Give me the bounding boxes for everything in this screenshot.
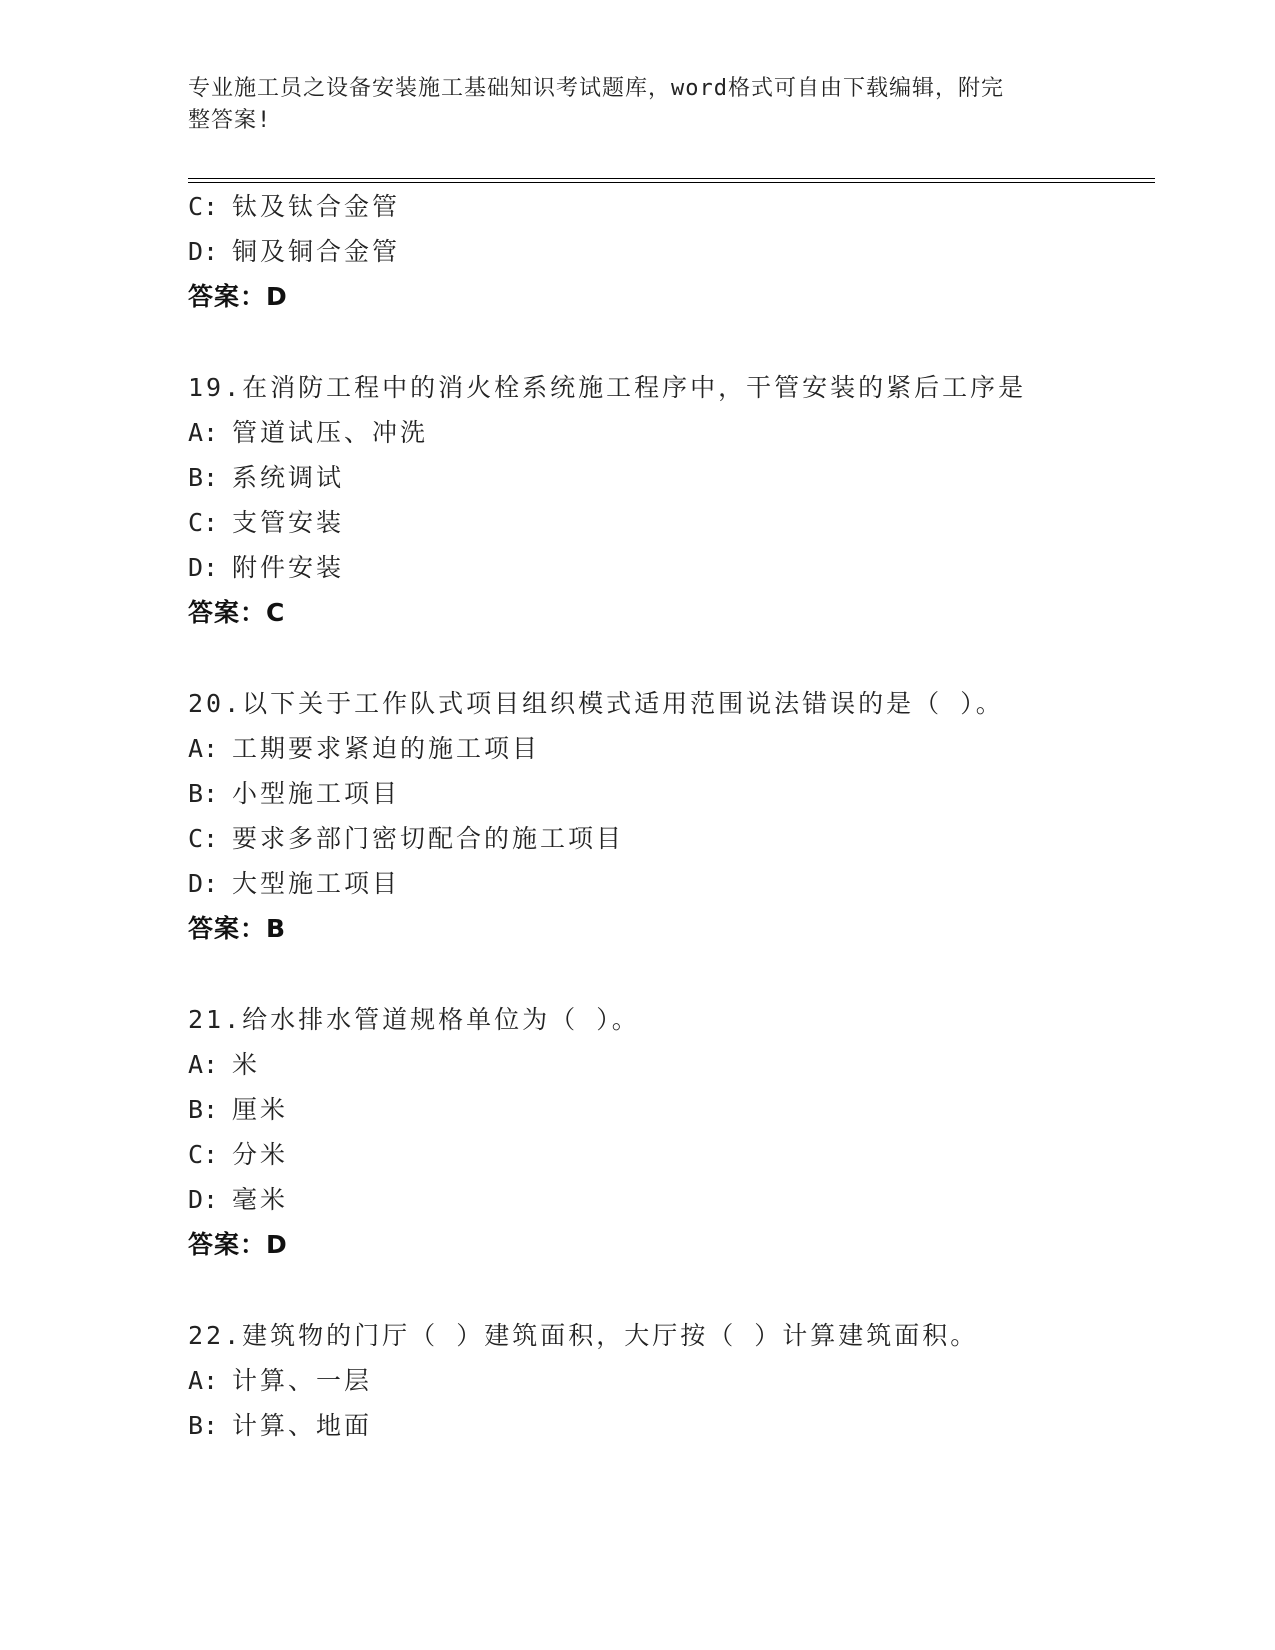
answer-line: 答案：D <box>188 1230 288 1259</box>
option-line <box>188 1094 288 1126</box>
option-letter: D: <box>188 1185 219 1214</box>
option-text: 要求多部门密切配合的施工项目 <box>232 824 625 853</box>
option-line <box>188 507 344 539</box>
question-line: 19.在消防工程中的消火栓系统施工程序中，干管安装的紧后工序是 <box>188 373 1027 402</box>
option-line <box>188 1410 372 1442</box>
option-text: 管道试压、冲洗 <box>232 418 429 447</box>
option-letter: B: <box>188 1411 219 1440</box>
option-text: 计算、地面 <box>232 1411 373 1440</box>
option-line <box>188 778 400 810</box>
header-line-2: 整答案! <box>188 108 272 133</box>
answer-line: 答案：C <box>188 598 286 627</box>
option-text: 计算、一层 <box>232 1366 373 1395</box>
header-double-rule <box>188 178 1155 183</box>
option-letter: C: <box>188 1140 219 1169</box>
option-line <box>188 417 428 449</box>
option-letter: A: <box>188 1366 219 1395</box>
option-line <box>188 868 400 900</box>
option-text: 米 <box>232 1050 261 1079</box>
option-text: 厘米 <box>232 1095 289 1124</box>
header-line-1: 专业施工员之设备安装施工基础知识考试题库，word格式可自由下载编辑，附完 <box>188 76 1004 101</box>
option-letter: D: <box>188 553 219 582</box>
option-line <box>188 552 344 584</box>
option-letter: D: <box>188 869 219 898</box>
answer-line: 答案：D <box>188 282 288 311</box>
question-line: 21.给水排水管道规格单位为（ ）。 <box>188 1005 640 1034</box>
option-letter: C: <box>188 192 219 221</box>
option-letter: C: <box>188 508 219 537</box>
option-text: 小型施工项目 <box>232 779 401 808</box>
option-letter: A: <box>188 418 219 447</box>
option-letter: A: <box>188 1050 219 1079</box>
option-line <box>188 462 344 494</box>
option-line <box>188 1184 288 1216</box>
answer-line: 答案：B <box>188 914 287 943</box>
option-letter: B: <box>188 463 219 492</box>
question-line: 22.建筑物的门厅（ ）建筑面积，大厅按（ ）计算建筑面积。 <box>188 1321 979 1350</box>
option-text: 支管安装 <box>232 508 345 537</box>
option-line <box>188 823 624 855</box>
option-line <box>188 1139 288 1171</box>
option-text: 工期要求紧迫的施工项目 <box>232 734 541 763</box>
option-text: 铜及铜合金管 <box>232 237 401 266</box>
option-text: 分米 <box>232 1140 289 1169</box>
option-text: 钛及钛合金管 <box>232 192 401 221</box>
option-text: 毫米 <box>232 1185 289 1214</box>
option-letter: B: <box>188 1095 219 1124</box>
option-text: 附件安装 <box>232 553 345 582</box>
option-line <box>188 733 540 765</box>
option-letter: A: <box>188 734 219 763</box>
option-text: 大型施工项目 <box>232 869 401 898</box>
option-line <box>188 1049 260 1081</box>
option-line <box>188 236 400 268</box>
option-letter: B: <box>188 779 219 808</box>
option-letter: C: <box>188 824 219 853</box>
option-line <box>188 1365 372 1397</box>
option-letter: D: <box>188 237 219 266</box>
question-line: 20.以下关于工作队式项目组织模式适用范围说法错误的是（ ）。 <box>188 689 1004 718</box>
page-header <box>188 73 1088 137</box>
option-line <box>188 191 400 223</box>
option-text: 系统调试 <box>232 463 345 492</box>
